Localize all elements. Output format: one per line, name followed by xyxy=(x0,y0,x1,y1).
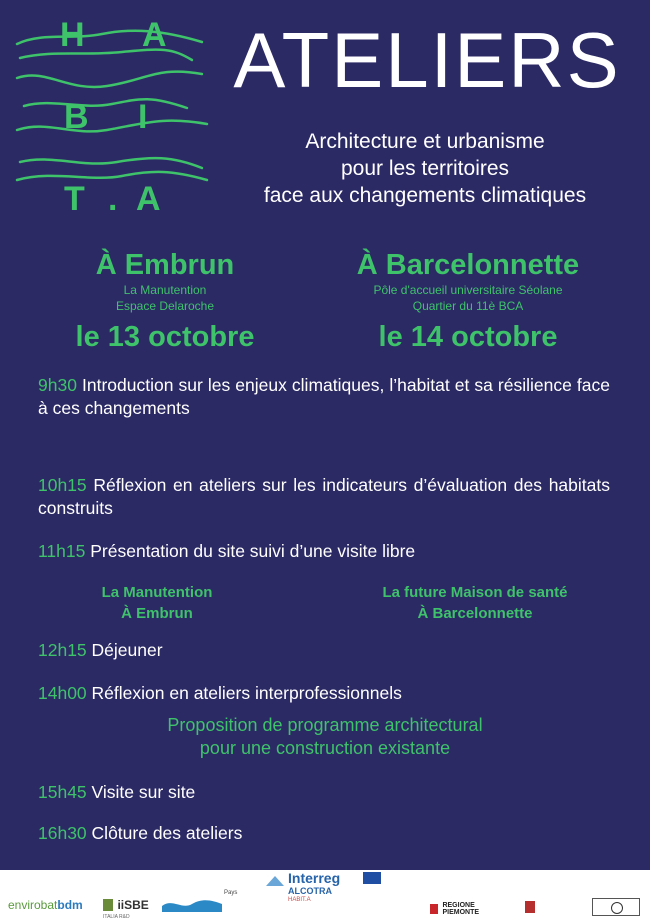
iisbe-subtext: ITALIA R&D xyxy=(103,914,130,920)
site-name: La Manutention xyxy=(101,584,213,601)
program-text: Déjeuner xyxy=(91,640,163,660)
logo-letter-b: B xyxy=(64,98,91,136)
proposal-line: Proposition de programme architectural xyxy=(167,715,483,735)
piemonte-shield-icon xyxy=(430,904,438,914)
location-embrun xyxy=(25,248,305,357)
page-title: ATELIERS xyxy=(233,16,621,104)
pays-wave-icon xyxy=(162,894,222,912)
iisbe-mark-icon xyxy=(103,899,113,911)
program-text: Réflexion en ateliers interprofessionnels xyxy=(91,683,402,703)
eu-flag-icon xyxy=(363,872,381,884)
location-city: À Barcelonnette xyxy=(356,249,580,281)
program-time: 12h15 xyxy=(38,640,87,660)
subtitle-line: Architecture et urbanisme xyxy=(305,130,545,153)
location-venue: Espace Delaroche xyxy=(115,299,215,313)
program-text: Réflexion en ateliers sur les indicateurs d’évaluation des habitats construits xyxy=(38,475,610,518)
program-item xyxy=(38,540,610,563)
location-venue: Pôle d'accueil universitaire Séolane xyxy=(373,283,563,297)
location-venue: La Manutention xyxy=(123,283,207,297)
subtitle-line: pour les territoires xyxy=(340,157,510,180)
program-item xyxy=(38,682,610,705)
program-time: 14h00 xyxy=(38,683,87,703)
crest-logo xyxy=(525,901,535,913)
program-time: 16h30 xyxy=(38,823,87,843)
program-item xyxy=(38,474,610,520)
envirobat-logo xyxy=(8,898,83,912)
mountain-icon xyxy=(266,876,284,886)
logo-letter-i: I xyxy=(138,98,150,136)
envirobat-bdm: bdm xyxy=(57,898,83,912)
logo-letter-h: H xyxy=(60,16,87,54)
iisbe-logo xyxy=(103,896,149,920)
program-time: 9h30 xyxy=(38,375,77,395)
location-city: À Embrun xyxy=(95,249,235,281)
site-name: La future Maison de santé xyxy=(382,584,568,601)
interreg-logo xyxy=(266,870,386,918)
program-text: Présentation du site suivi d’une visite libre xyxy=(90,541,416,561)
iisbe-text: iiSBE xyxy=(117,898,149,912)
alcotra-text: ALCOTRA xyxy=(288,886,332,896)
envirobat-text: envirobat xyxy=(8,898,58,912)
workshop-proposal xyxy=(100,714,550,760)
pays-logo xyxy=(162,890,238,917)
regione-piemonte-logo xyxy=(430,900,479,918)
logo-letter-a: A xyxy=(142,16,169,54)
site-embrun xyxy=(27,582,287,624)
proposal-line: pour une construction existante xyxy=(199,738,451,758)
partner-logos xyxy=(0,870,650,919)
location-barcelonnette xyxy=(318,248,618,357)
habita-logo xyxy=(12,12,212,222)
program-text: Clôture des ateliers xyxy=(91,823,243,843)
program-time: 10h15 xyxy=(38,475,87,495)
pays-text: Pays xyxy=(224,890,238,896)
partner-mark-icon xyxy=(611,902,623,914)
site-city: À Embrun xyxy=(121,605,193,622)
program-time: 15h45 xyxy=(38,782,87,802)
location-venue: Quartier du 11è BCA xyxy=(412,299,524,313)
interreg-text: Interreg xyxy=(288,870,341,886)
logo-letter-a2: A xyxy=(136,180,163,218)
partner-logo xyxy=(592,898,640,916)
location-date: le 13 octobre xyxy=(75,321,255,353)
site-city: À Barcelonnette xyxy=(417,605,533,622)
subtitle-line: face aux changements climatiques xyxy=(263,184,587,207)
program-item xyxy=(38,781,610,804)
program-item xyxy=(38,822,610,845)
location-date: le 14 octobre xyxy=(378,321,558,353)
program-text: Visite sur site xyxy=(91,782,196,802)
piemonte-line: PIEMONTE xyxy=(442,908,480,916)
visit-sites xyxy=(0,582,650,626)
logo-letter-t: T xyxy=(64,180,87,218)
subtitle xyxy=(220,128,630,209)
logo-letter-dot: . xyxy=(108,180,120,218)
program-text: Introduction sur les enjeux climatiques, l’habitat et sa résilience face à ces changements xyxy=(38,375,610,418)
program-item xyxy=(38,639,610,662)
habita-text: HABIT.A xyxy=(288,897,311,903)
site-barcelonnette xyxy=(345,582,605,624)
program-time: 11h15 xyxy=(38,541,86,561)
program-item xyxy=(38,374,610,420)
regione-text xyxy=(442,902,479,916)
regione-line: REGIONE xyxy=(442,901,475,909)
